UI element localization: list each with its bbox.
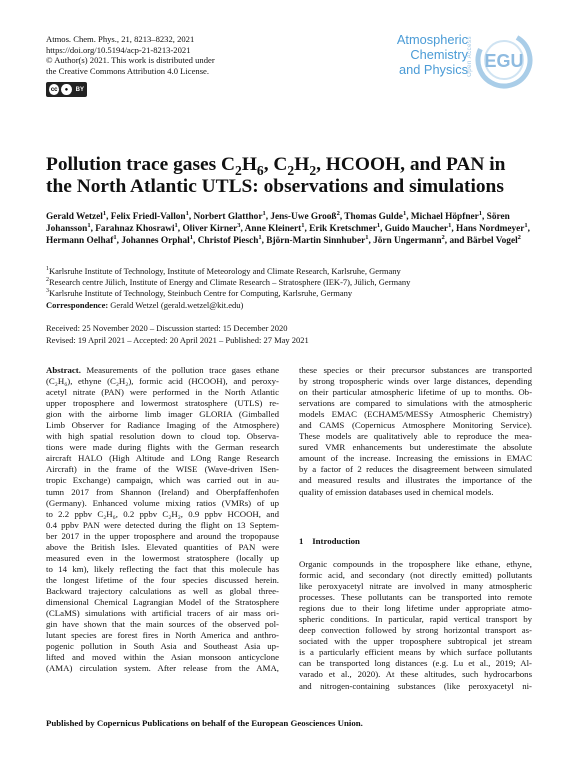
- author-affiliation-marker: 1: [448, 222, 452, 230]
- text-line: (Germany). Enhanced volume mixing ratios (VMRs) of up: [46, 497, 279, 508]
- author-affiliation-marker: 2: [441, 234, 445, 242]
- author-affiliation-marker: 1: [258, 234, 262, 242]
- text-line: (AMA) circulation system. After release from the AMA,: [46, 663, 279, 674]
- text-line: (CLaMS) simulations with artificial tracers of air mass ori-: [46, 608, 279, 619]
- text-line: tropic Exchange) campaign, which was carried out in au-: [46, 475, 279, 486]
- text-line: and CAMS (Copernicus Atmosphere Monitoring Service).: [299, 420, 532, 431]
- text-line: Abstract. Measurements of the pollution trace gases ethane: [46, 365, 279, 375]
- author-affiliation-marker: 1: [174, 222, 178, 230]
- text-line: is a particularly efficient means by which surface pollutants: [299, 647, 532, 658]
- text-line: Organic compounds in the troposphere like ethane, ethyne,: [299, 559, 532, 569]
- text-line: on their particular atmospheric lifetime of up to months. Ob-: [299, 387, 532, 398]
- correspondence: Correspondence: Gerald Wetzel (gerald.wetzel@kit.edu): [46, 300, 244, 310]
- text-line: servations are compared to simulations with the atmospheric: [299, 398, 532, 409]
- text-line: tions were made during flights with the German research: [46, 442, 279, 453]
- text-line: and measured results and illustrates the importance of the: [299, 475, 532, 486]
- text-line: Aircraft) in the frame of the WISE (Wave-driven ISen-: [46, 464, 279, 475]
- correspondence-email[interactable]: Gerald Wetzel (gerald.wetzel@kit.edu): [110, 300, 244, 310]
- svg-text:EGU: EGU: [484, 51, 524, 71]
- author-affiliation-marker: 2: [517, 234, 521, 242]
- text-line: gin have shown that the main sources of the observed pol-: [46, 619, 279, 630]
- text-line: with high spatial resolution down to cloud top. Observa-: [46, 431, 279, 442]
- text-line: by a factor of 2 reduces the disagreement between simulated: [299, 464, 532, 475]
- text-line: can be transported long distances (e.g. Lu et al., 2019; Al-: [299, 658, 532, 669]
- text-line: ber 2017 in the upper troposphere and around the tropopause: [46, 530, 279, 541]
- text-line: to 14 km), likely reflecting the fact that this molecule has: [46, 563, 279, 574]
- text-line: Limb Observer for Radiance Imaging of the Atmosphere): [46, 420, 279, 431]
- section-heading: 1 Introduction: [299, 536, 360, 546]
- cc-license-badge[interactable]: [46, 82, 87, 97]
- open-access-label: Open Access: [467, 36, 473, 77]
- author-and: and: [449, 236, 465, 247]
- revised-line: Revised: 19 April 2021 – Accepted: 20 April 2021 – Published: 27 May 2021: [46, 334, 309, 345]
- text-line: measured even in the lowermost stratosphere (locally up: [46, 552, 279, 563]
- text-line: amount of the increase. Increasing the emissions in EMAC: [299, 453, 532, 464]
- author-name: Guido Maucher: [384, 224, 449, 235]
- author-name: Thomas Gulde: [344, 212, 403, 222]
- text-line: like peroxyacetyl nitrate are involved in many atmospheric: [299, 581, 532, 592]
- text-line: lifted and moved within the Asian monsoon anticyclone: [46, 652, 279, 663]
- affiliation-item: $^2$Research centre Jülich, Institute of Energy and Climate Research – Stratosphere (IEK-7), Jülich, Germany: [46, 277, 411, 288]
- text-line: pogenic pollution in South Asia and Southeast Asia up-: [46, 641, 279, 652]
- text-line: quality of emission databases used in chemical models.: [299, 486, 494, 497]
- author-name: Farahnaz Khosrawi: [95, 224, 175, 235]
- egu-logo-icon: [474, 30, 534, 90]
- text-line: lutant species are forest fires in North America and anthro-: [46, 630, 279, 641]
- person-icon: ●: [61, 84, 71, 95]
- author-affiliation-marker: 1: [113, 234, 117, 242]
- text-line: sured VMR enhancements but underestimate the absolute: [299, 442, 532, 453]
- author-affiliation-marker: 1: [189, 234, 194, 242]
- text-line: by strong tropospheric winds over large distances, depending: [299, 376, 532, 387]
- text-line: tumn 2017 from Shannon (Ireland) and Oberpfaffenhofen: [46, 486, 279, 497]
- journal-line: and Physics: [399, 62, 468, 77]
- text-line: these species or their precursor substances are transported: [299, 365, 532, 375]
- author-affiliation-marker: 1: [301, 222, 305, 230]
- text-line: aircraft HALO (High Altitude and LOng Range Research: [46, 453, 279, 464]
- author-name: Christof Piesch: [197, 236, 259, 247]
- introduction-text: [299, 559, 532, 692]
- text-line: regions due to their long lifetime under appropriate atmo-: [299, 603, 532, 614]
- paper-title: Pollution trace gases $C_2H_6$, $C_2H_2$, HCOOH, and PAN in the North Atlantic UTLS: observations and simulations: [46, 154, 506, 197]
- author-name: Felix Friedl-Vallon: [110, 212, 186, 222]
- text-line: deep convection followed by strong horizontal transport as-: [299, 625, 532, 636]
- text-line: and nitrogen-containing substances (like peroxyacetyl ni-: [299, 680, 532, 691]
- text-line: (C₂H₆), ethyne (C₂H₂), formic acid (HCOOH), and peroxy-: [46, 376, 279, 387]
- publisher-footer: Published by Copernicus Publications on behalf of the European Geosciences Union.: [46, 718, 363, 728]
- text-line: formic acid, and secondary (not directly emitted) pollutants: [299, 570, 532, 581]
- author-name: Hermann Oelhaf: [46, 236, 114, 247]
- text-line: dimensional Chemical Lagrangian Model of the Stratosphere: [46, 596, 279, 607]
- author-affiliation-marker: 1: [478, 209, 483, 217]
- text-line: models EMAC (ECHAM5/MESSy Atmospheric Chemistry): [299, 409, 532, 420]
- text-line: 0.4 ppbv PAN were detected during the flight on 13 Septem-: [46, 519, 279, 530]
- author-name: Sören Johansson: [46, 212, 510, 235]
- author-name: Erik Kretschmer: [309, 224, 377, 235]
- author-name: Anne Kleinert: [244, 224, 302, 235]
- received-line: Received: 25 November 2020 – Discussion started: 15 December 2020: [46, 323, 288, 333]
- journal-line: Atmospheric: [396, 32, 468, 47]
- text-line: gion with the airborne limb imager GLORIA (Gimballed: [46, 409, 279, 420]
- author-affiliation-marker: 1: [402, 209, 407, 217]
- author-list: Gerald Wetzel$^1$, Felix Friedl-Vallon$^1$, Norbert Glatthor$^1$, Jens-Uwe Grooß$^2$, Thomas Gulde$^1$, Michael Höpfner$^1$, Sören Johansson$^1$, Farahnaz Khosrawi$^1$, Oliver Kirner$^3$, Anne Kleinert$^1$, Erik Kretschmer$^1$, Guido Maucher$^1$, Hans Nordmeyer$^1$, Hermann Oelhaf$^1$, Johannes Orphal$^1$, Christof Piesch$^1$, Björn-Martin Sinnhuber$^1$, Jörn Ungermann$^2$, and Bärbel Vogel$^2$: [46, 209, 530, 247]
- author-name: Norbert Glatthor: [193, 212, 263, 222]
- text-line: to 2.2 ppbv C₂H₆, 0.2 ppbv C₂H₂, 0.9 ppbv HCOOH, and: [46, 508, 279, 519]
- citation-line: Atmos. Chem. Phys., 21, 8213–8232, 2021: [46, 34, 195, 44]
- author-name: Michael Höpfner: [410, 212, 479, 222]
- author-name: Oliver Kirner: [182, 224, 238, 235]
- text-line: Backward trajectory calculations as well as global three-: [46, 585, 279, 596]
- affiliation-item: $^3$Karlsruhe Institute of Technology, Steinbuch Centre for Computing, Karlsruhe, Germany: [46, 288, 353, 299]
- text-line: acetyl nitrate (PAN) were performed in the North Atlantic: [46, 387, 279, 398]
- journal-line: Chemistry: [410, 47, 468, 62]
- text-line: These models are qualitatively able to reproduce the mea-: [299, 431, 532, 442]
- author-name: Gerald Wetzel: [46, 212, 103, 222]
- affiliations: [46, 266, 410, 300]
- author-affiliation-marker: 1: [376, 222, 381, 230]
- author-name: Johannes Orphal: [121, 236, 190, 247]
- publication-dates: [46, 323, 309, 346]
- text-line: processes. These pollutants can be transported into remote: [299, 592, 532, 603]
- author-affiliation-marker: 1: [87, 222, 91, 230]
- journal-name: [397, 32, 468, 77]
- author-affiliation-marker: 1: [102, 209, 107, 217]
- text-line: sociated with the upper troposphere subtropical jet stream: [299, 636, 532, 647]
- author-name: Björn-Martin Sinnhuber: [266, 236, 366, 247]
- author-name: Hans Nordmeyer: [455, 224, 525, 235]
- copyright-line: © Author(s) 2021. This work is distributed under: [46, 55, 215, 66]
- doi-link[interactable]: https://doi.org/10.5194/acp-21-8213-2021: [46, 44, 191, 55]
- author-affiliation-marker: 1: [185, 209, 189, 217]
- text-line: the longest lifetime of the four species discussed herein.: [46, 574, 279, 585]
- by-label: BY: [75, 86, 84, 93]
- author-affiliation-marker: 3: [237, 222, 241, 230]
- text-line: spheric conditions. In particular, rapid vertical transport by: [299, 614, 532, 625]
- author-name: Jens-Uwe Grooß: [270, 212, 337, 222]
- abstract: [46, 365, 279, 674]
- author-name: Jörn Ungermann: [373, 236, 442, 247]
- author-affiliation-marker: 1: [365, 234, 369, 242]
- author-name: Bärbel Vogel: [466, 236, 518, 247]
- article-metadata: [46, 34, 215, 76]
- text-line: upper troposphere and lowermost stratosphere (UTLS) re-: [46, 398, 279, 409]
- author-affiliation-marker: 2: [336, 209, 340, 217]
- abstract-continued: [299, 365, 532, 498]
- cc-icon: cc: [49, 84, 59, 95]
- author-affiliation-marker: 1: [524, 222, 528, 230]
- author-affiliation-marker: 1: [262, 209, 266, 217]
- license-line: the Creative Commons Attribution 4.0 License.: [46, 65, 210, 76]
- affiliation-item: $^1$Karlsruhe Institute of Technology, Institute of Meteorology and Climate Research, Karlsruhe, Germany: [46, 266, 401, 276]
- text-line: above the British Isles. Elevated quantities of PAN were: [46, 541, 279, 552]
- text-line: varado et al., 2020). At these altitudes, such hydrocarbons: [299, 669, 532, 680]
- abstract-label: Abstract.: [46, 365, 81, 375]
